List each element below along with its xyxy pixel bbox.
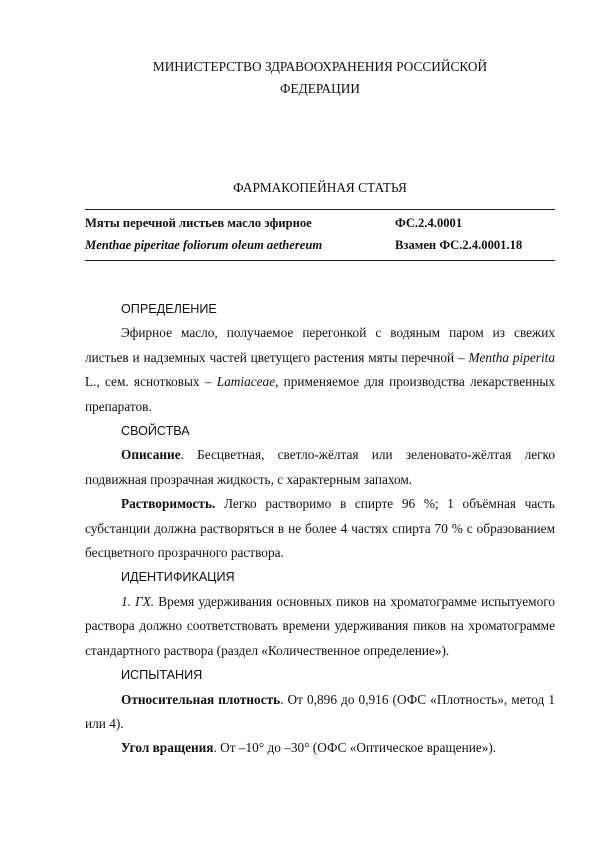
definition-text-3: , применяемое для производства лекарственных препаратов. [85, 374, 555, 414]
rotation-label: Угол вращения [121, 740, 214, 756]
monograph-replaces: Взамен ФС.2.4.0001.18 [395, 238, 523, 252]
identification-text: Время удерживания основных пиков на хроматограмме испытуемого раствора должно соответствовать времени удерживания пиков на хроматограмме стандартного раствора (раздел «Количественное определение»). [85, 593, 555, 658]
ministry-line-2: ФЕДЕРАЦИИ [280, 81, 360, 96]
rotation-text: . От –10° до –30° (ОФС «Оптическое вращение»). [213, 740, 497, 756]
definition-text-2: L., сем. яснотковых – [85, 374, 217, 390]
bottom-divider [85, 260, 555, 261]
section-tests-title: ИСПЫТАНИЯ [121, 668, 203, 683]
density-paragraph [85, 688, 555, 737]
solubility-text: Легко растворимо в спирте 96 %; 1 объёмная часть субстанции должна растворяться в не более 4 частях спирта 70 % с образованием бесцветного прозрачного раствора. [85, 496, 555, 561]
gc-label: 1. ГХ. [121, 593, 155, 609]
solubility-paragraph [85, 492, 555, 565]
section-definition-title: ОПРЕДЕЛЕНИЕ [121, 302, 217, 316]
section-identification-title: ИДЕНТИФИКАЦИЯ [121, 570, 235, 585]
species-name: Mentha piperita [468, 349, 556, 365]
monograph-code: ФС.2.4.0001 [395, 216, 463, 230]
description-paragraph [85, 443, 555, 492]
identification-paragraph [85, 590, 555, 663]
description-text: . Бесцветная, светло-жёлтая или зеленовато-жёлтая легко подвижная прозрачная жидкость, с характерным запахом. [85, 447, 555, 487]
density-text: . От 0,896 до 0,916 (ОФС «Плотность», метод 1 или 4). [85, 691, 555, 731]
description-label: Описание [121, 447, 181, 463]
family-name: Lamiaceae [216, 374, 276, 390]
article-type-title: ФАРМАКОПЕЙНАЯ СТАТЬЯ [233, 180, 407, 195]
section-properties-title: СВОЙСТВА [121, 424, 190, 439]
top-divider [85, 209, 555, 210]
rotation-paragraph [85, 736, 555, 760]
density-label: Относительная плотность [121, 691, 281, 707]
monograph-name-ru: Мяты перечной листьев масло эфирное [85, 216, 312, 230]
ministry-header [85, 56, 555, 100]
monograph-name-lat: Menthae piperitae foliorum oleum aethereum [85, 238, 323, 252]
ministry-line-1: МИНИСТЕРСТВО ЗДРАВООХРАНЕНИЯ РОССИЙСКОЙ [152, 59, 488, 74]
definition-paragraph [85, 321, 555, 419]
document-body [85, 297, 555, 761]
definition-text-1: Эфирное масло, получаемое перегонкой с водяным паром из свежих листьев и надземных частей цветущего растения мяты перечной – [85, 325, 555, 365]
solubility-label: Растворимость. [121, 496, 216, 512]
